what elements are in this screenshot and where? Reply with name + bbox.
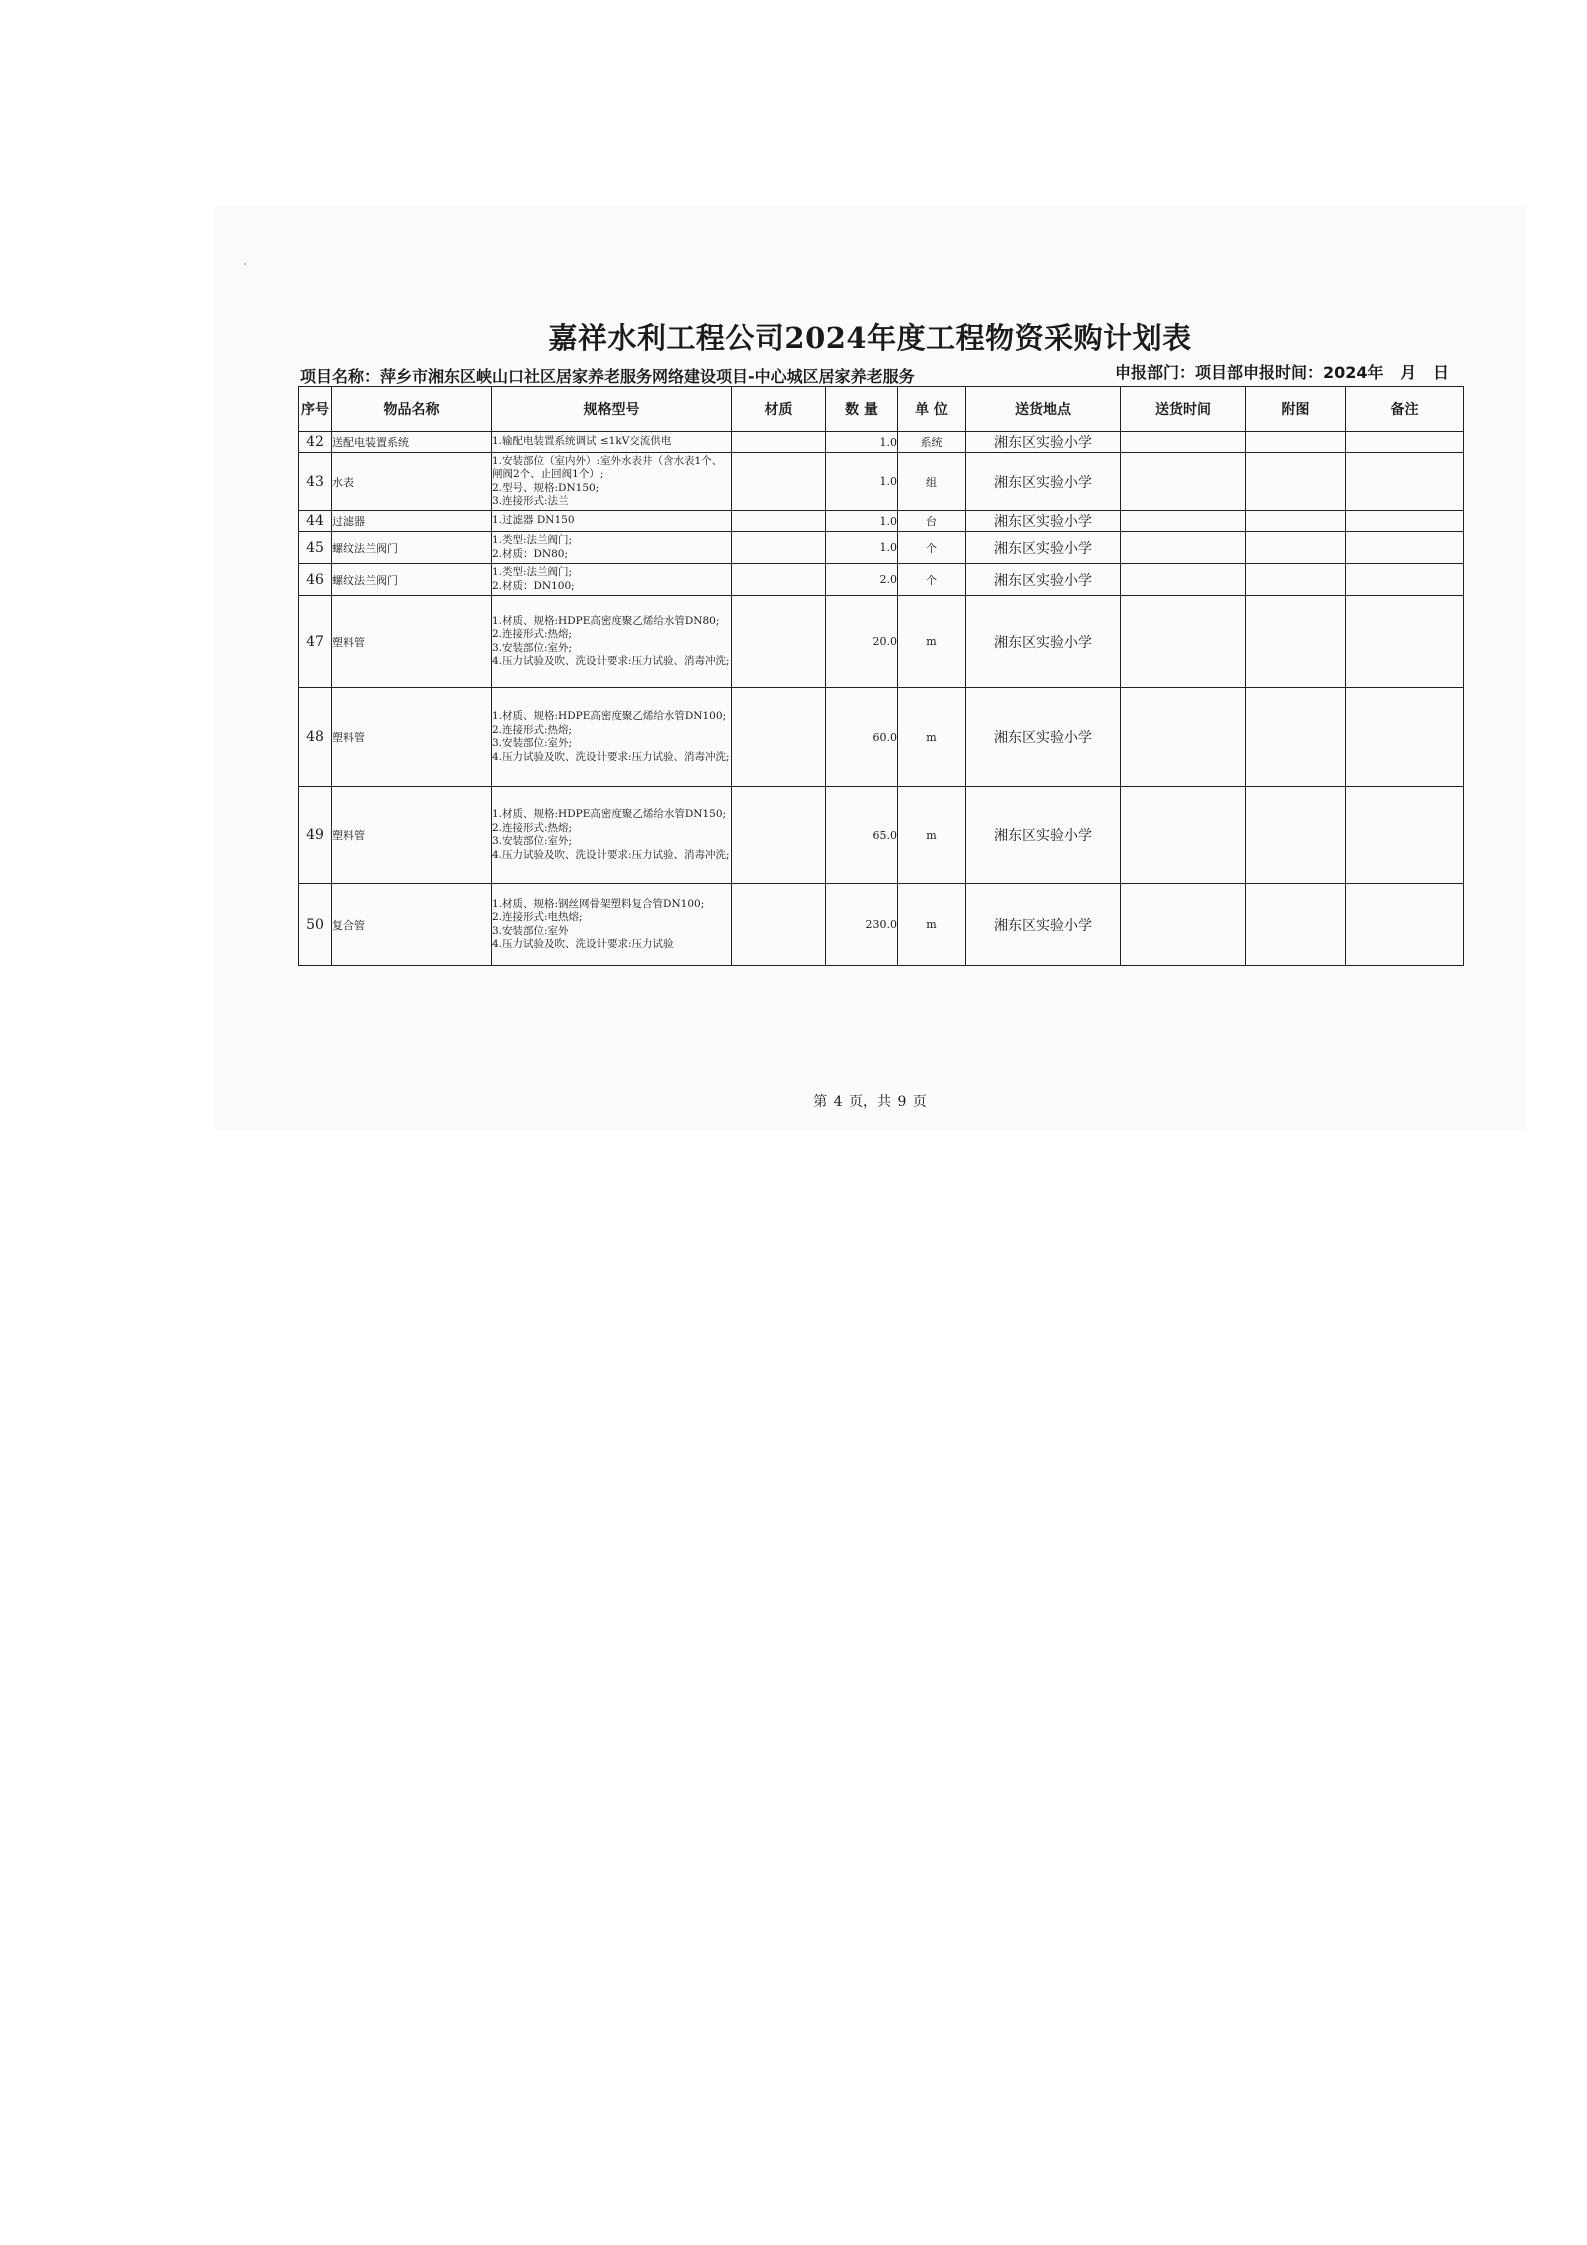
cell-unit: m bbox=[898, 787, 966, 884]
cell-location: 湘东区实验小学 bbox=[966, 884, 1121, 966]
header-remarks: 备注 bbox=[1346, 387, 1464, 432]
cell-unit: m bbox=[898, 596, 966, 688]
cell-qty: 1.0 bbox=[826, 532, 898, 564]
cell-spec bbox=[492, 432, 732, 453]
document-title: 嘉祥水利工程公司2024年度工程物资采购计划表 bbox=[548, 321, 1192, 355]
table-header-row bbox=[299, 387, 1464, 432]
header-location: 送货地点 bbox=[966, 387, 1121, 432]
cell-qty: 1.0 bbox=[826, 453, 898, 511]
cell-unit: 系统 bbox=[898, 432, 966, 453]
header-unit: 单 位 bbox=[898, 387, 966, 432]
spec-text: 1.类型:法兰阀门; 2.材质：DN100; bbox=[492, 566, 575, 592]
cell-seq: 47 bbox=[299, 596, 332, 688]
cell-material bbox=[732, 511, 826, 532]
cell-spec bbox=[492, 564, 732, 596]
header-name: 物品名称 bbox=[332, 387, 492, 432]
spec-text: 1.过滤器 DN150 bbox=[492, 514, 575, 527]
cell-remarks bbox=[1346, 564, 1464, 596]
table-row bbox=[299, 688, 1464, 787]
cell-delivery-time bbox=[1121, 453, 1246, 511]
header-material: 材质 bbox=[732, 387, 826, 432]
spec-text: 1.安装部位（室内外）:室外水表井（含水表1个、闸阀2个、止回阀1个）; 2.型号、规格:DN150; 3.连接形式:法兰 bbox=[492, 454, 723, 507]
cell-unit: 台 bbox=[898, 511, 966, 532]
cell-material bbox=[732, 596, 826, 688]
cell-location: 湘东区实验小学 bbox=[966, 432, 1121, 453]
spec-text: 1.材质、规格:钢丝网骨架塑料复合管DN100; 2.连接形式:电热熔; 3.安装部位:室外 4.压力试验及吹、洗设计要求:压力试验 bbox=[492, 897, 705, 950]
cell-delivery-time bbox=[1121, 564, 1246, 596]
cell-spec bbox=[492, 532, 732, 564]
cell-attachment bbox=[1246, 688, 1346, 787]
header-qty: 数 量 bbox=[826, 387, 898, 432]
cell-unit: m bbox=[898, 884, 966, 966]
spec-text: 1.输配电装置系统调试 ≤1kV交流供电 bbox=[492, 435, 672, 448]
header-attachment: 附图 bbox=[1246, 387, 1346, 432]
table-row bbox=[299, 532, 1464, 564]
cell-seq: 50 bbox=[299, 884, 332, 966]
cell-attachment bbox=[1246, 511, 1346, 532]
cell-delivery-time bbox=[1121, 532, 1246, 564]
cell-spec bbox=[492, 884, 732, 966]
cell-attachment bbox=[1246, 564, 1346, 596]
cell-name: 螺纹法兰阀门 bbox=[332, 532, 492, 564]
spec-text: 1.材质、规格:HDPE高密度聚乙烯给水管DN100; 2.连接形式:热熔; 3.安装部位:室外; 4.压力试验及吹、洗设计要求:压力试验、消毒冲洗; bbox=[492, 710, 730, 763]
cell-location: 湘东区实验小学 bbox=[966, 787, 1121, 884]
cell-name: 水表 bbox=[332, 453, 492, 511]
header-delivery-time: 送货时间 bbox=[1121, 387, 1246, 432]
cell-name: 塑料管 bbox=[332, 596, 492, 688]
table-row bbox=[299, 511, 1464, 532]
cell-material bbox=[732, 884, 826, 966]
cell-seq: 46 bbox=[299, 564, 332, 596]
cell-location: 湘东区实验小学 bbox=[966, 596, 1121, 688]
cell-delivery-time bbox=[1121, 688, 1246, 787]
cell-spec bbox=[492, 688, 732, 787]
table-row bbox=[299, 432, 1464, 453]
cell-qty: 1.0 bbox=[826, 432, 898, 453]
cell-unit: 个 bbox=[898, 564, 966, 596]
cell-delivery-time bbox=[1121, 884, 1246, 966]
cell-remarks bbox=[1346, 596, 1464, 688]
cell-qty: 1.0 bbox=[826, 511, 898, 532]
cell-attachment bbox=[1246, 596, 1346, 688]
cell-name: 复合管 bbox=[332, 884, 492, 966]
scan-speck bbox=[244, 263, 246, 265]
cell-unit: 个 bbox=[898, 532, 966, 564]
cell-name: 塑料管 bbox=[332, 688, 492, 787]
spec-text: 1.类型:法兰阀门; 2.材质：DN80; bbox=[492, 534, 573, 560]
cell-remarks bbox=[1346, 453, 1464, 511]
cell-seq: 43 bbox=[299, 453, 332, 511]
page-footer: 第 4 页，共 9 页 bbox=[813, 1094, 927, 1110]
header-seq: 序号 bbox=[299, 387, 332, 432]
cell-attachment bbox=[1246, 532, 1346, 564]
cell-name: 螺纹法兰阀门 bbox=[332, 564, 492, 596]
cell-attachment bbox=[1246, 453, 1346, 511]
cell-delivery-time bbox=[1121, 787, 1246, 884]
cell-attachment bbox=[1246, 884, 1346, 966]
table-row bbox=[299, 596, 1464, 688]
cell-attachment bbox=[1246, 787, 1346, 884]
cell-location: 湘东区实验小学 bbox=[966, 564, 1121, 596]
cell-unit: 组 bbox=[898, 453, 966, 511]
cell-name: 送配电装置系统 bbox=[332, 432, 492, 453]
header-spec: 规格型号 bbox=[492, 387, 732, 432]
cell-material bbox=[732, 453, 826, 511]
cell-material bbox=[732, 564, 826, 596]
cell-seq: 49 bbox=[299, 787, 332, 884]
cell-spec bbox=[492, 511, 732, 532]
cell-qty: 230.0 bbox=[826, 884, 898, 966]
table-row bbox=[299, 564, 1464, 596]
cell-remarks bbox=[1346, 511, 1464, 532]
cell-seq: 45 bbox=[299, 532, 332, 564]
table-row bbox=[299, 787, 1464, 884]
cell-remarks bbox=[1346, 432, 1464, 453]
cell-spec bbox=[492, 596, 732, 688]
cell-delivery-time bbox=[1121, 511, 1246, 532]
cell-delivery-time bbox=[1121, 596, 1246, 688]
cell-remarks bbox=[1346, 787, 1464, 884]
cell-attachment bbox=[1246, 432, 1346, 453]
cell-remarks bbox=[1346, 688, 1464, 787]
cell-qty: 2.0 bbox=[826, 564, 898, 596]
cell-material bbox=[732, 432, 826, 453]
cell-seq: 48 bbox=[299, 688, 332, 787]
cell-unit: m bbox=[898, 688, 966, 787]
procurement-table bbox=[298, 386, 1464, 966]
cell-name: 过滤器 bbox=[332, 511, 492, 532]
cell-qty: 20.0 bbox=[826, 596, 898, 688]
cell-name: 塑料管 bbox=[332, 787, 492, 884]
spec-text: 1.材质、规格:HDPE高密度聚乙烯给水管DN80; 2.连接形式:热熔; 3.安装部位:室外; 4.压力试验及吹、洗设计要求:压力试验、消毒冲洗; bbox=[492, 614, 730, 667]
cell-delivery-time bbox=[1121, 432, 1246, 453]
spec-text: 1.材质、规格:HDPE高密度聚乙烯给水管DN150; 2.连接形式:热熔; 3.安装部位:室外; 4.压力试验及吹、洗设计要求:压力试验、消毒冲洗; bbox=[492, 808, 730, 861]
cell-remarks bbox=[1346, 884, 1464, 966]
table-row bbox=[299, 884, 1464, 966]
cell-material bbox=[732, 787, 826, 884]
project-name-line: 项目名称：萍乡市湘东区峡山口社区居家养老服务网络建设项目-中心城区居家养老服务 bbox=[300, 367, 915, 386]
cell-seq: 42 bbox=[299, 432, 332, 453]
cell-location: 湘东区实验小学 bbox=[966, 511, 1121, 532]
cell-qty: 65.0 bbox=[826, 787, 898, 884]
report-department-line: 申报部门：项目部申报时间：2024年 月 日 bbox=[1115, 363, 1449, 382]
cell-location: 湘东区实验小学 bbox=[966, 532, 1121, 564]
table-row bbox=[299, 453, 1464, 511]
cell-material bbox=[732, 532, 826, 564]
cell-spec bbox=[492, 787, 732, 884]
cell-material bbox=[732, 688, 826, 787]
cell-spec bbox=[492, 453, 732, 511]
cell-location: 湘东区实验小学 bbox=[966, 453, 1121, 511]
cell-remarks bbox=[1346, 532, 1464, 564]
cell-seq: 44 bbox=[299, 511, 332, 532]
cell-location: 湘东区实验小学 bbox=[966, 688, 1121, 787]
cell-qty: 60.0 bbox=[826, 688, 898, 787]
